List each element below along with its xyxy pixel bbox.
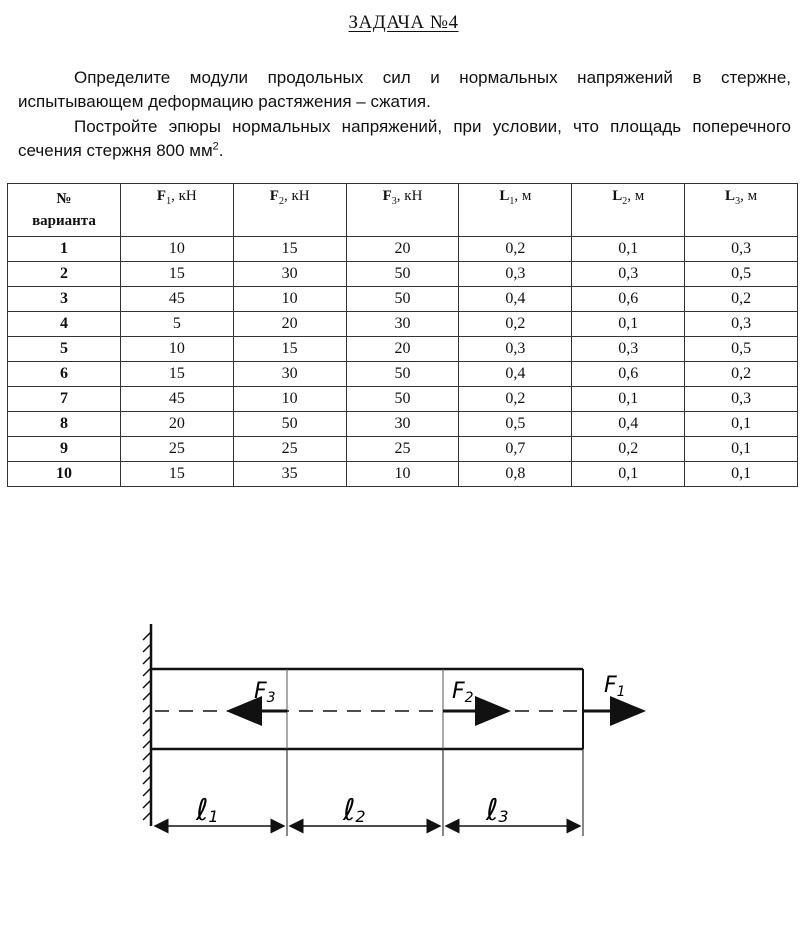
table-cell: 0,4 <box>459 362 572 387</box>
table-cell: 0,1 <box>572 312 685 337</box>
table-cell: 10 <box>346 462 459 487</box>
task-paragraph-1 <box>18 66 791 114</box>
table-row <box>8 362 798 387</box>
header-unit: , кН <box>171 188 197 204</box>
length-l1-label: ℓ1 <box>196 793 219 828</box>
header-sub: 1 <box>166 196 172 207</box>
rod-body <box>151 669 583 749</box>
table-cell: 25 <box>233 437 346 462</box>
table-cell: 0,3 <box>459 337 572 362</box>
table-cell: 0,1 <box>572 237 685 262</box>
table-cell: 0,7 <box>459 437 572 462</box>
table-cell: 15 <box>233 337 346 362</box>
table-row <box>8 437 798 462</box>
header-unit: , кН <box>396 188 423 204</box>
table-cell: 30 <box>346 412 459 437</box>
variants-table <box>7 183 798 487</box>
table-cell: 0,3 <box>685 312 798 337</box>
header-sub: 2 <box>622 196 628 207</box>
header-unit: , м <box>740 188 758 204</box>
table-cell: 35 <box>233 462 346 487</box>
table-cell: 0,3 <box>685 387 798 412</box>
table-cell: 0,3 <box>572 337 685 362</box>
table-cell: 0,5 <box>459 412 572 437</box>
header-sub: 3 <box>391 196 397 207</box>
table-row <box>8 412 798 437</box>
area-unit-superscript: 2 <box>212 140 219 153</box>
table-cell: 30 <box>346 312 459 337</box>
table-cell: 20 <box>346 337 459 362</box>
table-row <box>8 237 798 262</box>
table-cell: 10 <box>233 387 346 412</box>
table-cell: 9 <box>8 437 121 462</box>
table-cell: 8 <box>8 412 121 437</box>
table-cell: 0,2 <box>685 287 798 312</box>
table-cell: 25 <box>346 437 459 462</box>
table-cell: 0,1 <box>685 437 798 462</box>
table-cell: 0,1 <box>685 462 798 487</box>
table-cell: 30 <box>233 362 346 387</box>
table-cell: 15 <box>120 362 233 387</box>
table-cell: 30 <box>233 262 346 287</box>
task-title-text: ЗАДАЧА №4 <box>348 12 459 33</box>
header-f2 <box>233 184 346 237</box>
header-variant <box>8 184 121 237</box>
table-cell: 50 <box>346 262 459 287</box>
table-header-row <box>8 184 798 237</box>
header-unit: , м <box>514 188 532 204</box>
header-letter: L <box>725 188 736 204</box>
header-unit: , кН <box>283 188 310 204</box>
header-sub: 3 <box>735 196 741 207</box>
table-cell: 5 <box>120 312 233 337</box>
table-cell: 0,3 <box>459 262 572 287</box>
table-cell: 0,2 <box>459 387 572 412</box>
section-extension-lines <box>287 749 583 836</box>
table-row <box>8 462 798 487</box>
table-row <box>8 287 798 312</box>
table-cell: 3 <box>8 287 121 312</box>
table-cell: 15 <box>120 462 233 487</box>
header-letter: F <box>382 188 392 204</box>
header-l2 <box>572 184 685 237</box>
table-cell: 10 <box>233 287 346 312</box>
table-cell: 50 <box>346 362 459 387</box>
table-cell: 45 <box>120 387 233 412</box>
table-cell: 0,2 <box>572 437 685 462</box>
table-cell: 0,3 <box>685 237 798 262</box>
header-unit: , м <box>627 188 645 204</box>
table-cell: 4 <box>8 312 121 337</box>
header-f3 <box>346 184 459 237</box>
table-cell: 10 <box>120 337 233 362</box>
length-l2-label: ℓ2 <box>343 793 366 828</box>
header-variant-line1: № <box>56 191 72 207</box>
table-row <box>8 387 798 412</box>
table-cell: 0,6 <box>572 287 685 312</box>
force-f2-label: F2 <box>452 679 474 706</box>
rod-diagram <box>0 610 807 930</box>
length-l3-label: ℓ3 <box>486 793 509 828</box>
paragraph-2-end: . <box>218 141 224 160</box>
table-cell: 15 <box>120 262 233 287</box>
header-letter: L <box>499 188 510 204</box>
table-cell: 0,8 <box>459 462 572 487</box>
table-cell: 1 <box>8 237 121 262</box>
table-cell: 0,4 <box>572 412 685 437</box>
table-cell: 0,1 <box>685 412 798 437</box>
table-cell: 20 <box>346 237 459 262</box>
table-cell: 10 <box>8 462 121 487</box>
table-cell: 20 <box>233 312 346 337</box>
paragraph-2-text: Постройте эпюры нормальных напряжений, при условии, что площадь поперечного сечения стержня 800 мм <box>18 117 791 160</box>
table-cell: 15 <box>233 237 346 262</box>
header-letter: L <box>612 188 623 204</box>
task-paragraph-2 <box>18 115 791 163</box>
table-cell: 25 <box>120 437 233 462</box>
force-f1-label: F1 <box>604 673 626 700</box>
table-cell: 0,2 <box>459 312 572 337</box>
table-cell: 20 <box>120 412 233 437</box>
table-cell: 0,4 <box>459 287 572 312</box>
fixed-support-wall <box>143 624 151 826</box>
force-f3-label: F3 <box>254 679 276 706</box>
table-row <box>8 312 798 337</box>
paragraph-1-text: Определите модули продольных сил и нормальных напряжений в стержне, испытывающем деформацию растяжения – сжатия. <box>18 68 791 111</box>
header-l3 <box>685 184 798 237</box>
header-variant-line2: варианта <box>32 213 96 229</box>
table-cell: 0,2 <box>685 362 798 387</box>
header-l1 <box>459 184 572 237</box>
header-sub: 2 <box>278 196 284 207</box>
table-cell: 0,6 <box>572 362 685 387</box>
table-cell: 0,5 <box>685 262 798 287</box>
table-row <box>8 262 798 287</box>
table-cell: 50 <box>233 412 346 437</box>
table-cell: 50 <box>346 387 459 412</box>
header-f1 <box>120 184 233 237</box>
table-cell: 0,2 <box>459 237 572 262</box>
header-letter: F <box>269 188 279 204</box>
table-cell: 0,1 <box>572 462 685 487</box>
table-cell: 7 <box>8 387 121 412</box>
table-cell: 2 <box>8 262 121 287</box>
table-cell: 10 <box>120 237 233 262</box>
table-cell: 0,5 <box>685 337 798 362</box>
table-cell: 0,3 <box>572 262 685 287</box>
table-cell: 5 <box>8 337 121 362</box>
table-cell: 0,1 <box>572 387 685 412</box>
table-row <box>8 337 798 362</box>
task-title <box>0 12 807 34</box>
table-cell: 6 <box>8 362 121 387</box>
header-letter: F <box>156 188 167 204</box>
table-cell: 45 <box>120 287 233 312</box>
table-cell: 50 <box>346 287 459 312</box>
header-sub: 1 <box>509 196 515 207</box>
